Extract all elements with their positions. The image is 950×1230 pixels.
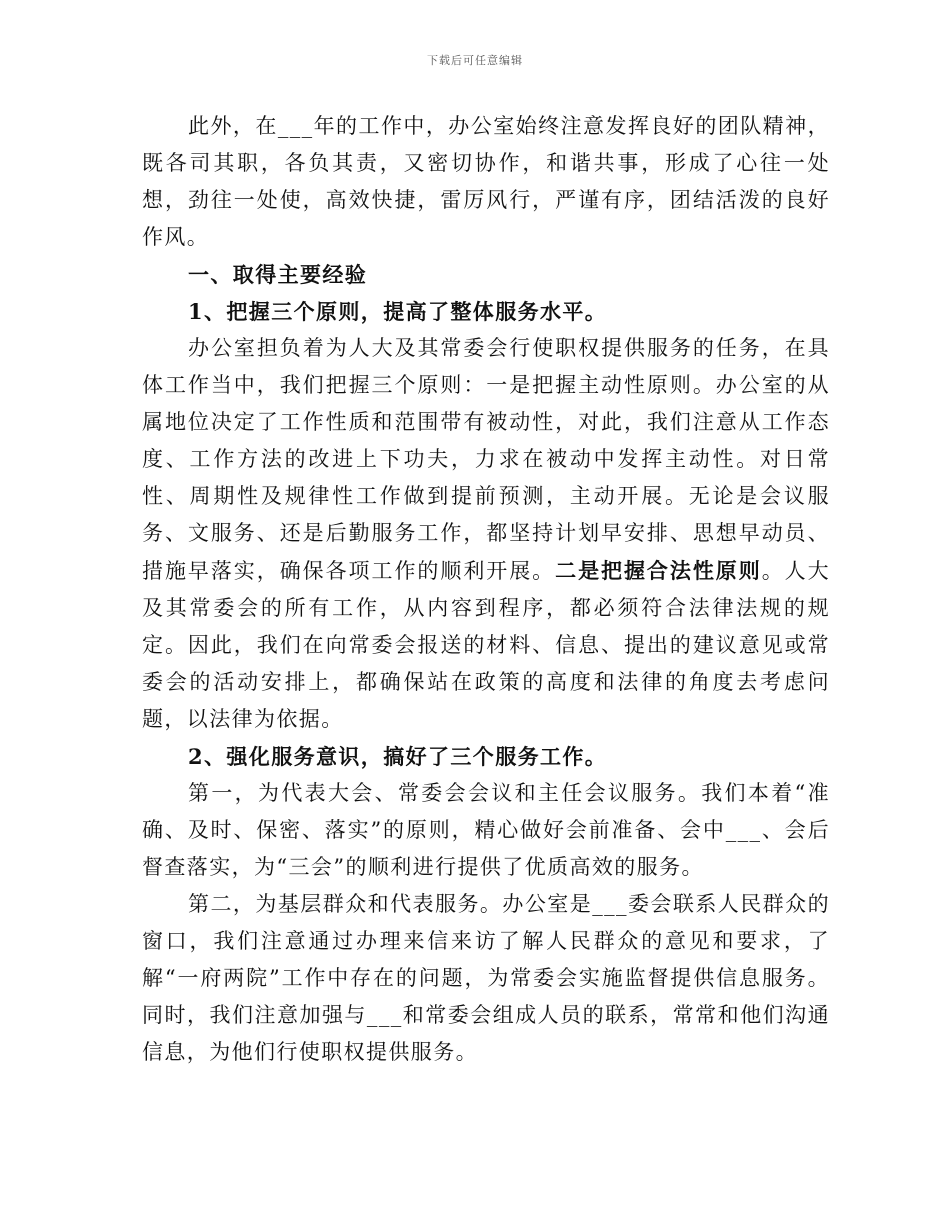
- subheading-service-awareness: 2、强化服务意识，搞好了三个服务工作。: [188, 744, 608, 769]
- principles-text-part2: 。人大及其常委会的所有工作，从内容到程序，都必须符合法律法规的规定。因此，我们在向常委会报送的材料、信息、提出的建议意见或常委会的活动安排上，都确保站在政策的高度和法律的角度去考虑问题，以法律为依据。: [142, 559, 830, 731]
- principles-text-part1: 办公室担负着为人大及其常委会行使职权提供服务的任务，在具体工作当中，我们把握三个原则：一是把握主动性原则。办公室的从属地位决定了工作性质和范围带有被动性，对此，我们注意从工作态度、工作方法的改进上下功夫，力求在被动中发挥主动性。对日常性、周期性及规律性工作做到提前预测，主动开展。无论是会议服务、文服务、还是后勤服务工作，都坚持计划早安排、思想早动员、措施早落实，确保各项工作的顺利开展。: [142, 336, 830, 583]
- paragraph-teamwork: 此外，在___年的工作中，办公室始终注意发挥良好的团队精神，既各司其职，各负其责，又密切协作，和谐共事，形成了心往一处想，劲往一处使，高效快捷，雷厉风行，严谨有序，团结活泼的良好作风。: [142, 114, 830, 249]
- page-header-note: 下载后可任意编辑: [427, 54, 523, 67]
- section-heading-main-experience: 一、取得主要经验: [188, 262, 368, 287]
- document-body: [142, 108, 830, 1071]
- principle-legality-bold: 二是把握合法性原则: [555, 558, 762, 583]
- paragraph-meeting-service: 第一，为代表大会、常委会会议和主任会议服务。我们本着“准确、及时、保密、落实”的原则，精心做好会前准备、会中___、会后督查落实，为“三会”的顺利进行提供了优质高效的服务。: [142, 781, 830, 879]
- subheading-three-principles: 1、把握三个原则，提高了整体服务水平。: [188, 299, 608, 324]
- paragraph-grassroots-service: 第二，为基层群众和代表服务。办公室是___委会联系人民群众的窗口，我们注意通过办理来信来访了解人民群众的意见和要求，了解“一府两院”工作中存在的问题，为常委会实施监督提供信息服务。同时，我们注意加强与___和常委会组成人员的联系，常常和他们沟通信息，为他们行使职权提供服务。: [142, 892, 830, 1064]
- paragraph-principles: [142, 330, 830, 738]
